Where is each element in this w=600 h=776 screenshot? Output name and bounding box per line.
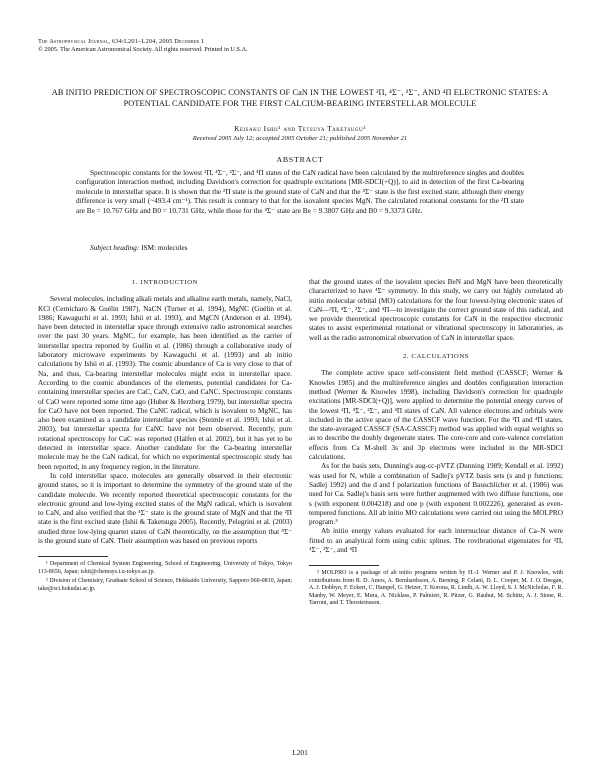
page-number: L201 [292,748,308,757]
journal-citation: The Astrophysical Journal, 634:L201–L204, 2005 December 1 [38,38,205,45]
subject-heading-label: Subject heading: [90,243,140,252]
article-authors: Keisaku Ishii¹ and Tetsuya Taketsugu² [234,124,366,133]
footnote-divider [309,565,379,566]
footnote-2: ² Division of Chemistry, Graduate School of Science, Hokkaido University, Sapporo 060-0810, Japan; take@sci.hokudai.ac.jp. [38,578,292,592]
right-column [309,278,563,609]
calculations-paragraph-1: The complete active space self-consistent field method (CASSCF; Werner & Knowles 1985) and the multireference singles and doubles configuration interaction method (Werner & Knowles 1998), including Davidson's correction for quadruple excitations [MR-SDCI(+Q)], were applied to determine the potential energy curves of the lowest ²Π, ⁴Σ⁻, ²Σ⁻, and ⁴Π states of CaN. All valence electrons and orbitals were included in the active space of the CASSCF wave function. For the ²Π and ⁴Π states, the state-averaged CASSCF (SA-CASSCF) method was applied with equal weights so as to describe the doubly degenerate states. The core-core and core-valence correlation effects from Ca M-shell 3s and 3p electrons were included in the MR-SDCI calculations. [309,369,563,462]
abstract-heading: ABSTRACT [276,155,324,164]
calculations-heading: 2. CALCULATIONS [402,353,470,361]
introduction-heading: 1. INTRODUCTION [131,279,199,286]
abstract-text: Spectroscopic constants for the lowest ²Π, ⁴Σ⁻, ²Σ⁻, and ⁴Π states of the CaN radical have been calculated by the multireference singles and doubles configuration interaction method, including Davidson's correction for quadruple excitations [MR-SDCI(+Q)], to aid in detection of the first Ca-bearing molecule in interstellar space. It is shown that the ²Π state is the ground state of CaN and that the ⁴Σ⁻ state is the first excited state, although their energy difference is very small (~493.4 cm⁻¹). This result is contrary to that for the isovalent species MgN. The calculated rotational constants for the ²Π state are Be = 10.767 GHz and B0 = 10.731 GHz, while those for the ⁴Σ⁻ state are Be = 9.3807 GHz and B0 = 9.3373 GHz. [76,168,524,215]
footnote-1: ¹ Department of Chemical System Engineering, School of Engineering, University of Tokyo, Tokyo 113-8656, Japan; ishii@chemsys.t.u-tokyo.ac.jp. [38,561,292,575]
calculations-paragraph-2: As for the basis sets, Dunning's aug-cc-pVTZ (Dunning 1989; Kendall et al. 1992) was used for N, while a combination of Sadlej's pVTZ basis sets (s and p functions; Sadlej 1992) and the d and f polarization functions of Bauschlicher et al. (1986) was used for Ca. Sadlej's basis sets were further augmented with two diffuse functions, one s (with exponent 0.004218) and one p (with exponent 0.002226), generated as even-tempered functions. All ab initio MO calculations were carried out using the MOLPRO program.³ [309,462,563,527]
masthead [38,38,248,54]
calculations-paragraph-3: Ab initio energy values evaluated for each internuclear distance of Ca–N were fitted to an analytical form using cubic splines. The rovibrational eigenstates for ²Π, ⁴Σ⁻, ²Σ⁻, and ⁴Π [309,527,563,555]
left-column [38,278,292,595]
footnote-divider [38,556,108,557]
footnote-3: ³ MOLPRO is a package of ab initio programs written by H.-J. Werner and P. J. Knowles, with contributions from R. D. Amos, A. Bernhardsson, A. Berning, P. Celani, D. L. Cooper, M. J. O. Deegan, A. J. Dobbyn, F. Eckert, C. Hampel, G. Hetzer, T. Korona, R. Lindh, A. W. Lloyd, S. J. McNicholas, F. R. Manby, W. Meyer, E. Mura, A. Nicklass, P. Palmieri, R. Pitzer, G. Rauhut, M. Schütz, A. J. Stone, R. Tarroni, and T. Thorsteinsson. [309,570,563,606]
publication-dates: Received 2005 July 12; accepted 2005 October 21; published 2005 November 21 [192,135,408,142]
introduction-paragraph-1: Several molecules, including alkali metals and alkaline earth metals, namely, NaCl, KCl (Cernicharo & Guélin 1987), NaCN (Turner et al. 1994), MgNC (Guélin et al. 1986; Kawaguchi et al. 1993; Ishii et al. 1993), and MgCN (Anderson et al. 1994), have been detected in interstellar space through extensive radio astronomical searches over the past 30 years. MgNC, for example, has been identified as the carrier of interstellar spectra reported by Guélin et al. (1986) through a collaborative study of laboratory microwave experiments by Kawaguchi et al. (1993) and ab initio calculations by Ishii et al. (1993). The cosmic abundance of Ca is very close to that of Na, and thus, Ca-bearing interstellar molecules might exist in interstellar space. According to the cosmic abundances of the elements, potential candidates for Ca-containing interstellar species are CaC, CaN, CaO, and CaNC. Spectroscopic constants of CaO were reported some time ago (Huber & Herzberg 1979), but interstellar spectra for CaO have not been reported. The CaNC radical, which is isovalent to MgNC, has also been examined as a candidate interstellar species (Steimle et al. 1993; Ishii et al. 2003), but interstellar spectra for CaNC have not been observed. Recently, pure rotational spectroscopy for CaC was reported (Halfen et al. 2002), but it has yet to be detected in interstellar space. Another candidate for the Ca-bearing interstellar molecule may be the CaN radical, for which no experimental spectroscopic study has been reported, in any frequency region, in the literature. [38,295,292,471]
article-title: AB INITIO PREDICTION OF SPECTROSCOPIC CONSTANTS OF CaN IN THE LOWEST ²Π, ⁴Σ⁻, ²Σ⁻, AND ⁴Π ELECTRONIC STATES: A POTENTIAL CANDIDATE FOR THE FIRST CALCIUM-BEARING INTERSTELLAR MOLECULE [51,88,549,108]
copyright-notice: © 2005. The American Astronomical Society. All rights reserved. Printed in U.S.A. [38,46,248,53]
subject-headings [76,243,524,252]
introduction-paragraph-2: In cold interstellar space, molecules are generally observed in their electronic ground states, so it is important to determine the symmetry of the ground state of the candidate molecule. We recently reported theoretical spectroscopic constants for the electronic ground and low-lying excited states of the MgN radical, which is isovalent to CaN, and also verified that the ⁴Σ⁻ state is the ground state of MgN and that the ²Π state is the first excited state (Ishii & Taketsugu 2005). Recently, Pelegrini et al. (2003) studied three low-lying quartet states of CaN theoretically, on the assumption that ⁴Σ⁻ is the ground state of CaN. Their assumption was based on previous reports [38,471,292,546]
introduction-paragraph-3: that the ground states of the isovalent species BeN and MgN have been theoretically characterized to have ⁴Σ⁻ symmetry. In this study, we carry out highly correlated ab initio molecular orbital (MO) calculations for the four lowest-lying electronic states of CaN—²Π, ⁴Σ⁻, ²Σ⁻, and ⁴Π—to investigate the correct ground state of this radical, and we provide theoretical spectroscopic constants for CaN in the respective electronic states to assist experimental rotational or vibrational spectroscopy in laboratories, as well as the radio astronomical observation of CaN in interstellar space. [309,278,563,342]
subject-heading-value: ISM: molecules [139,243,188,252]
